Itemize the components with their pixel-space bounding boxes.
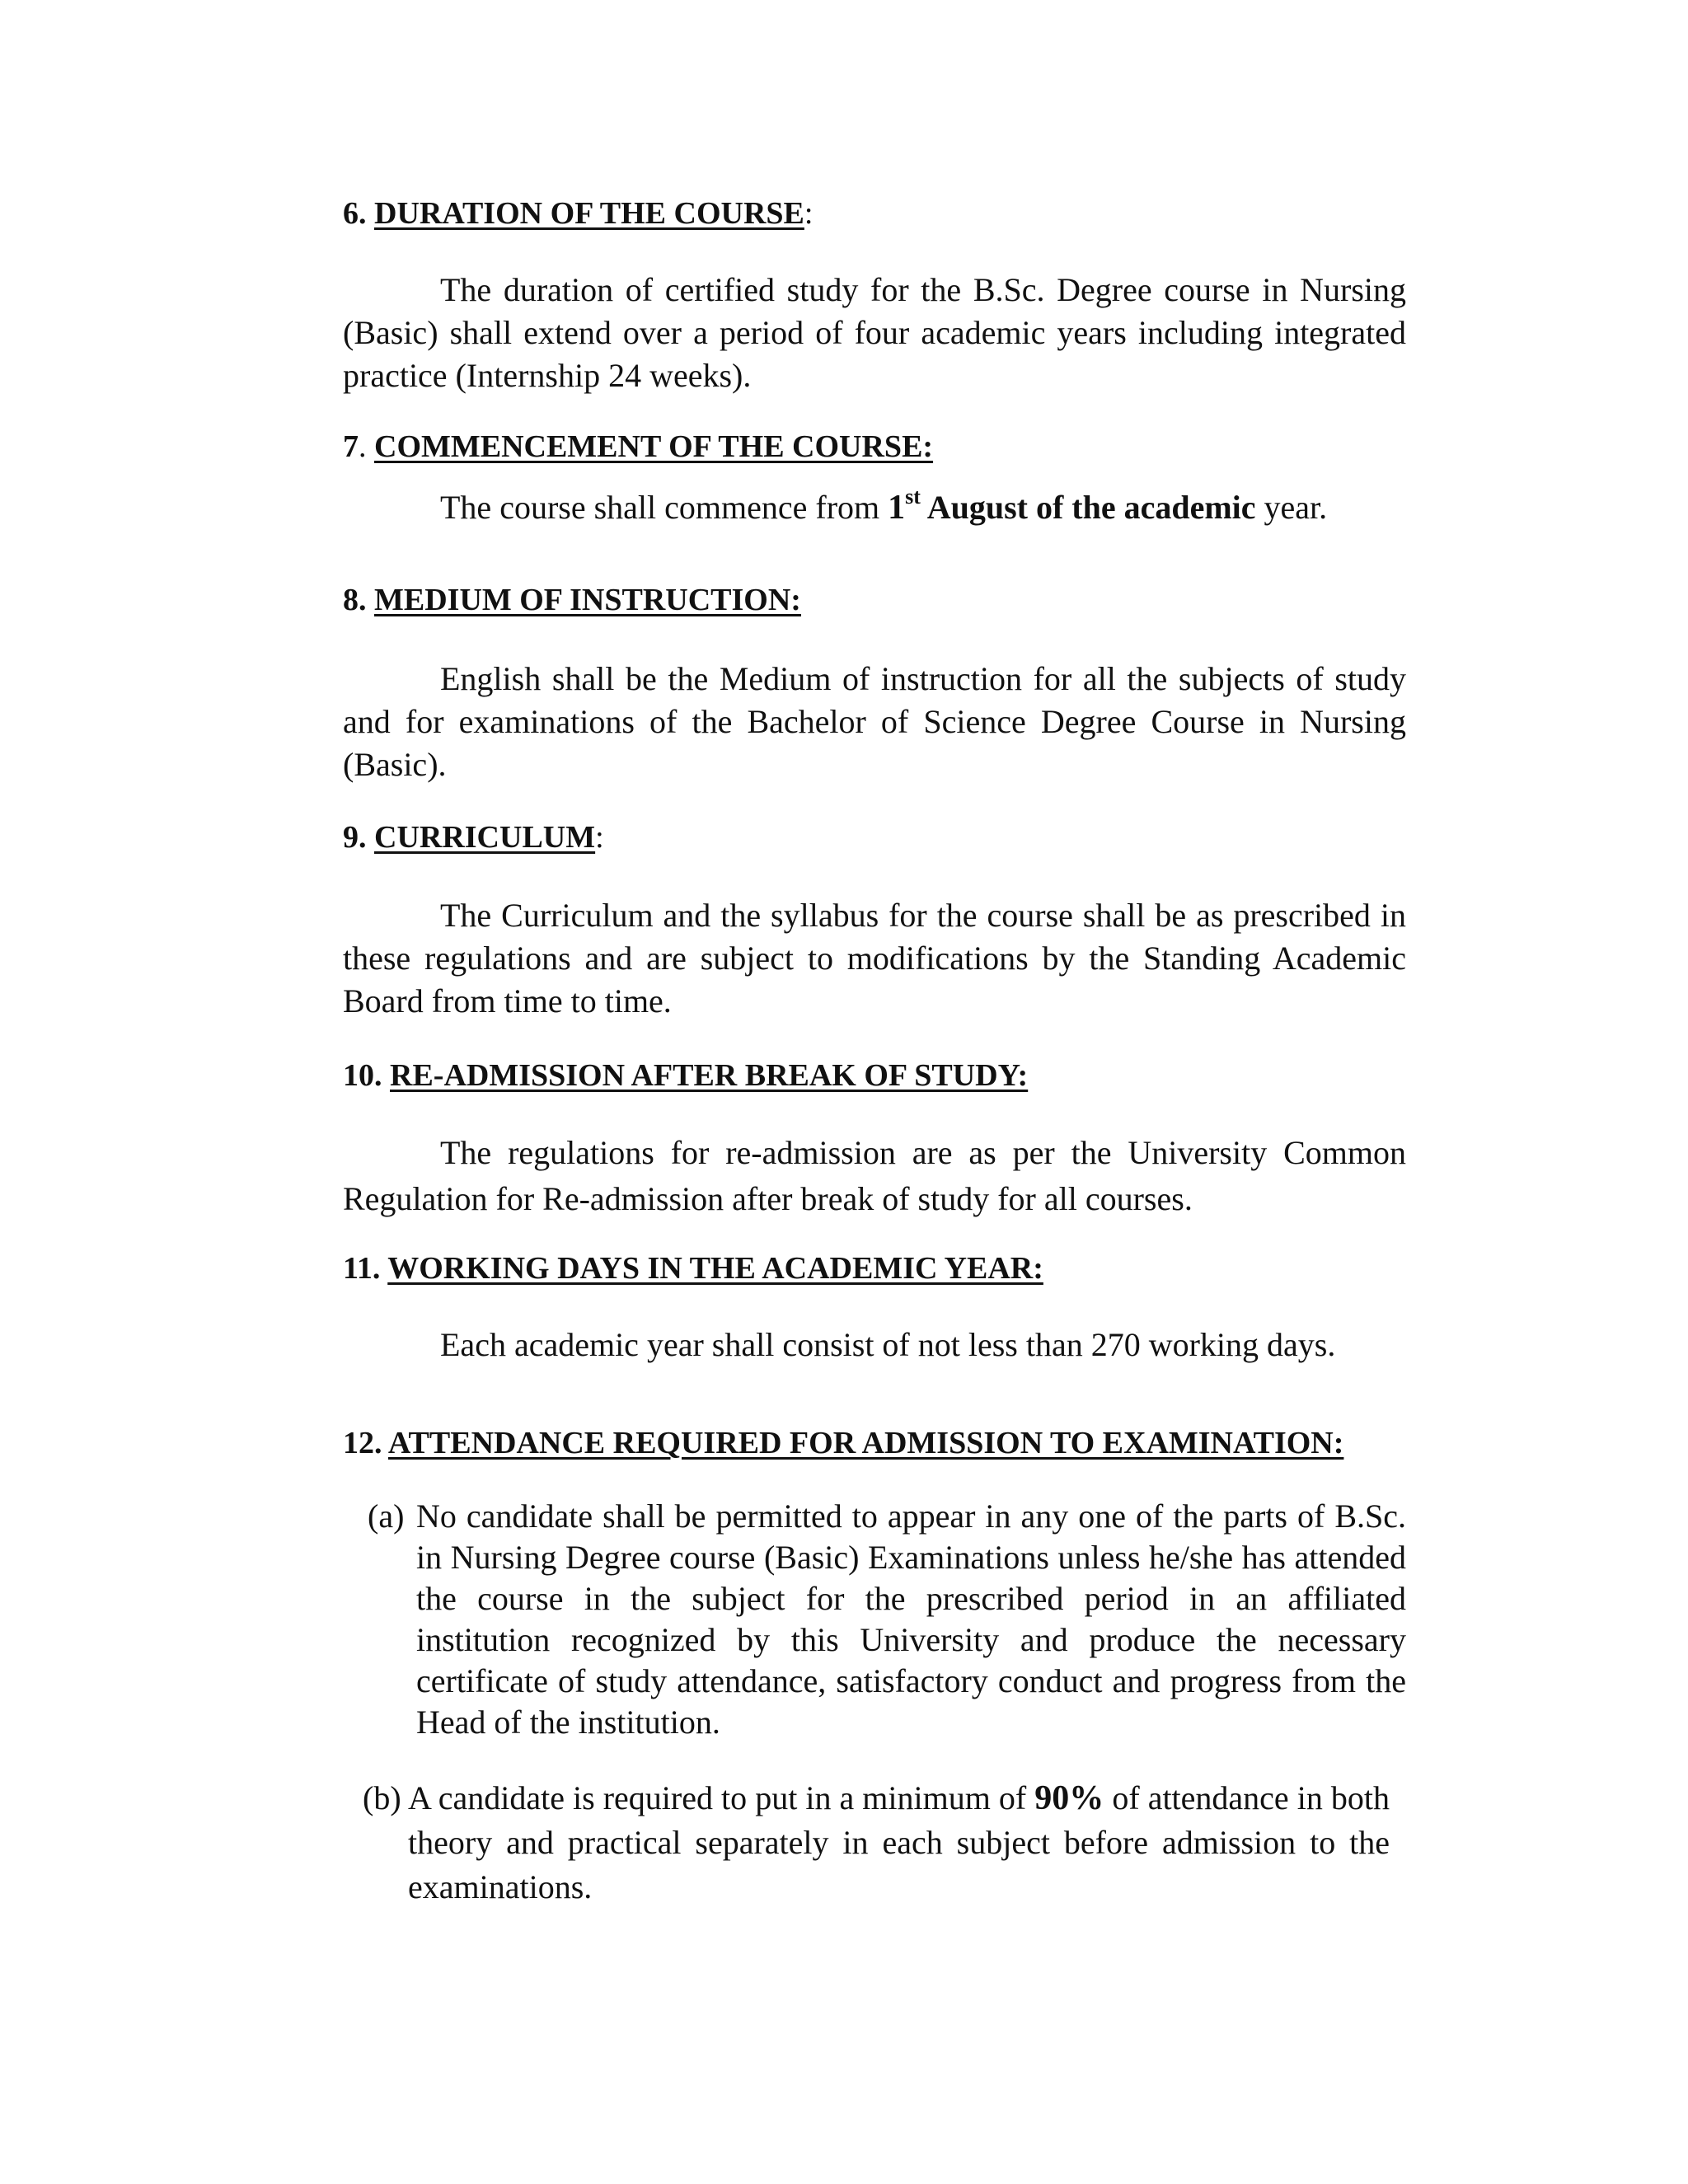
section-11-paragraph: Each academic year shall consist of not less than 270 working days. [440, 1326, 1336, 1363]
section-title: MEDIUM OF INSTRUCTION: [374, 583, 801, 617]
section-8-paragraph: English shall be the Medium of instruction for all the subjects of study and for examinations of the Bachelor of Science Degree Course in Nursing (Basic). [343, 660, 1406, 783]
section-number: 8. [343, 583, 374, 617]
section-title: DURATION OF THE COURSE [374, 196, 804, 231]
section-title: WORKING DAYS IN THE ACADEMIC YEAR: [387, 1251, 1043, 1286]
section-number: 12. [343, 1426, 388, 1460]
date-ordinal: 1 [888, 489, 906, 527]
list-item-text: No candidate shall be permitted to appear in any one of the parts of B.Sc. in Nursing Degree course (Basic) Examinations unless he/she has attended the course in the subject for the prescribed period in an affiliated institution recognized by this University and produce the necessary certificate of study attendance, satisfactory conduct and progress from the Head of the institution. [416, 1497, 1406, 1741]
section-title: COMMENCEMENT OF THE COURSE: [374, 429, 934, 464]
section-title: CURRICULUM [374, 820, 596, 855]
section-12-heading [343, 1425, 1343, 1461]
section-number: 7 [343, 429, 359, 464]
item-text-suffix: of attendance in both theory and practical separately in each subject before admission to the examinations. [408, 1779, 1390, 1905]
section-number: 10. [343, 1058, 390, 1093]
section-7-heading [343, 429, 933, 465]
section-number: 11. [343, 1251, 388, 1286]
section-9-paragraph: The Curriculum and the syllabus for the course shall be as prescribed in these regulations and are subject to modifications by the Standing Academic Board from time to time. [343, 897, 1406, 1019]
section-6-paragraph: The duration of certified study for the B.Sc. Degree course in Nursing (Basic) shall extend over a period of four academic years including integrated practice (Internship 24 weeks). [343, 271, 1406, 394]
list-marker: (a) [368, 1497, 405, 1535]
ordinal-suffix: st [905, 485, 921, 509]
section-colon: : [595, 820, 604, 855]
section-title: RE-ADMISSION AFTER BREAK OF STUDY: [390, 1058, 1029, 1093]
attendance-percentage: 90% [1034, 1779, 1104, 1817]
section-11-heading [343, 1250, 1043, 1286]
section-number: 6. [343, 196, 374, 231]
list-item-text [363, 1776, 1390, 1910]
section-6-heading [343, 195, 813, 232]
section-9-heading [343, 819, 604, 855]
section-colon: : [804, 196, 814, 231]
section-7-paragraph [343, 486, 1406, 529]
section-10-heading [343, 1057, 1028, 1094]
paragraph-suffix: year. [1255, 489, 1328, 526]
section-8-heading [343, 582, 801, 618]
item-text-prefix: A candidate is required to put in a minimum of [408, 1779, 1035, 1816]
attendance-item-b [363, 1776, 1390, 1910]
section-title: ATTENDANCE REQUIRED FOR ADMISSION TO EXAMINATION: [387, 1426, 1344, 1460]
date-month: August of the academic [920, 489, 1256, 526]
attendance-item-a [368, 1496, 1406, 1743]
paragraph-prefix: The course shall commence from [440, 489, 889, 526]
section-number: 9. [343, 820, 374, 855]
section-10-paragraph: The regulations for re-admission are as per the University Common Regulation for Re-admission after break of study for all courses. [343, 1134, 1406, 1217]
list-marker: (b) [363, 1779, 401, 1816]
section-number-suffix: . [359, 429, 374, 464]
